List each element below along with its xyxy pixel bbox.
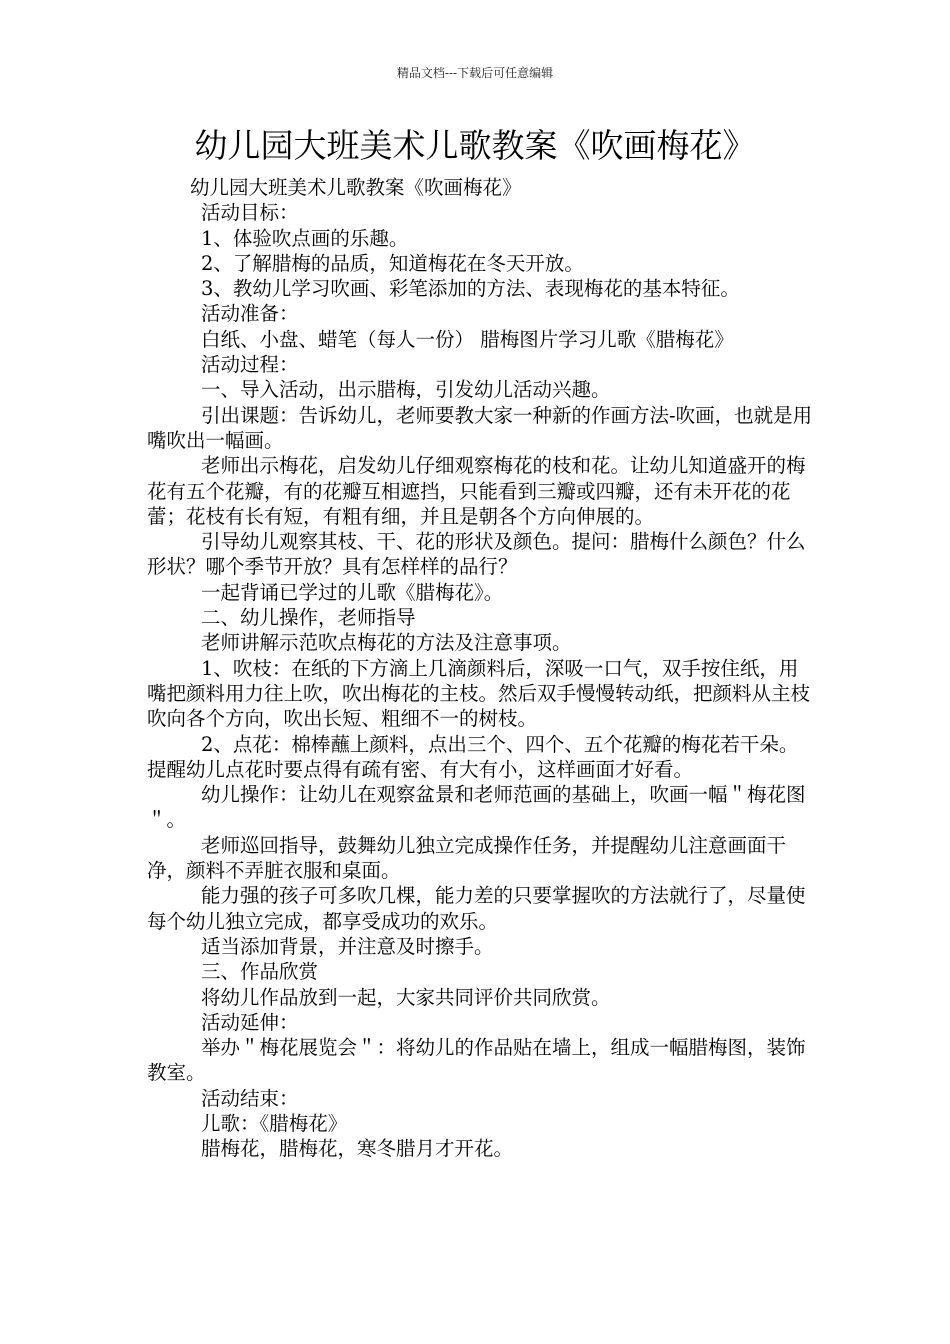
body-paragraph: 引导幼儿观察其枝、干、花的形状及颜色。提问：腊梅什么颜色？什么形状？哪个季节开放？具有怎样样的品行？ bbox=[147, 530, 806, 579]
document-body bbox=[147, 175, 815, 1162]
body-paragraph: 将幼儿作品放到一起，大家共同评价共同欣赏。 bbox=[201, 985, 611, 1009]
body-paragraph: 老师巡回指导，鼓舞幼儿独立完成操作任务，并提醒幼儿注意画面干净，颜料不弄脏衣服和桌面。 bbox=[147, 833, 787, 883]
body-paragraph: 2、点花：棉棒蘸上颜料，点出三个、四个、五个花瓣的梅花若干朵。提醒幼儿点花时要点得有疏有密、有大有小，这样画面才好看。 bbox=[147, 732, 799, 781]
body-paragraph: 幼儿园大班美术儿歌教案《吹画梅花》 bbox=[190, 176, 522, 199]
body-paragraph: 举办＂梅花展览会＂：将幼儿的作品贴在墙上，组成一幅腊梅图，装饰教室。 bbox=[147, 1036, 806, 1085]
body-paragraph: 能力强的孩子可多吹几棵，能力差的只要掌握吹的方法就行了，尽量使每个幼儿独立完成，都享受成功的欢乐。 bbox=[147, 884, 806, 933]
body-paragraph: 一起背诵已学过的儿歌《腊梅花》。 bbox=[201, 580, 504, 604]
body-paragraph: 1、吹枝：在纸的下方滴上几滴颜料后，深吸一口气，双手按住纸，用嘴把颜料用力往上吹，吹出梅花的主枝。然后双手慢慢转动纸，把颜料从主枝吹向各个方向，吹出长短、粗细不一的树枝。 bbox=[147, 656, 811, 731]
body-paragraph: 3、教幼儿学习吹画、彩笔添加的方法、表现梅花的基本特征。 bbox=[201, 277, 740, 301]
body-paragraph: 适当添加背景，并注意及时擦手。 bbox=[201, 934, 494, 958]
body-paragraph: 儿歌：《腊梅花》 bbox=[201, 1111, 348, 1135]
body-paragraph: 活动延伸： bbox=[201, 1010, 299, 1034]
body-paragraph: 三、作品欣赏 bbox=[201, 960, 319, 984]
body-paragraph: 1、体验吹点画的乐趣。 bbox=[201, 226, 409, 250]
page-header: 精品文档---下载后可任意编辑 bbox=[396, 66, 554, 80]
body-paragraph: 老师讲解示范吹点梅花的方法及注意事项。 bbox=[201, 631, 572, 655]
body-paragraph: 活动准备： bbox=[201, 302, 299, 326]
document-title: 幼儿园大班美术儿歌教案《吹画梅花》 bbox=[194, 126, 756, 165]
body-paragraph: 2、了解腊梅的品质，知道梅花在冬天开放。 bbox=[201, 251, 584, 275]
body-paragraph: 二、幼儿操作，老师指导 bbox=[201, 606, 416, 630]
body-paragraph: 白纸、小盘、蜡笔（每人一份） 腊梅图片学习儿歌《腊梅花》 bbox=[201, 327, 734, 351]
body-paragraph: 一、导入活动，出示腊梅，引发幼儿活动兴趣。 bbox=[201, 378, 611, 402]
body-paragraph: 活动目标： bbox=[201, 201, 299, 225]
body-paragraph: 老师出示梅花，启发幼儿仔细观察梅花的枝和花。让幼儿知道盛开的梅花有五个花瓣，有的花瓣互相遮挡，只能看到三瓣或四瓣，还有未开花的花蕾；花枝有长有短，有粗有细，并且是朝各个方向伸展的。 bbox=[147, 454, 806, 528]
body-paragraph: 腊梅花，腊梅花，寒冬腊月才开花。 bbox=[201, 1137, 514, 1161]
body-paragraph: 活动过程： bbox=[201, 353, 299, 377]
body-paragraph: 活动结束： bbox=[201, 1086, 299, 1110]
body-paragraph: 幼儿操作：让幼儿在观察盆景和老师范画的基础上，吹画一幅＂梅花图＂。 bbox=[147, 783, 806, 832]
body-paragraph: 引出课题：告诉幼儿，老师要教大家一种新的作画方法-吹画，也就是用嘴吹出一幅画。 bbox=[147, 403, 813, 452]
